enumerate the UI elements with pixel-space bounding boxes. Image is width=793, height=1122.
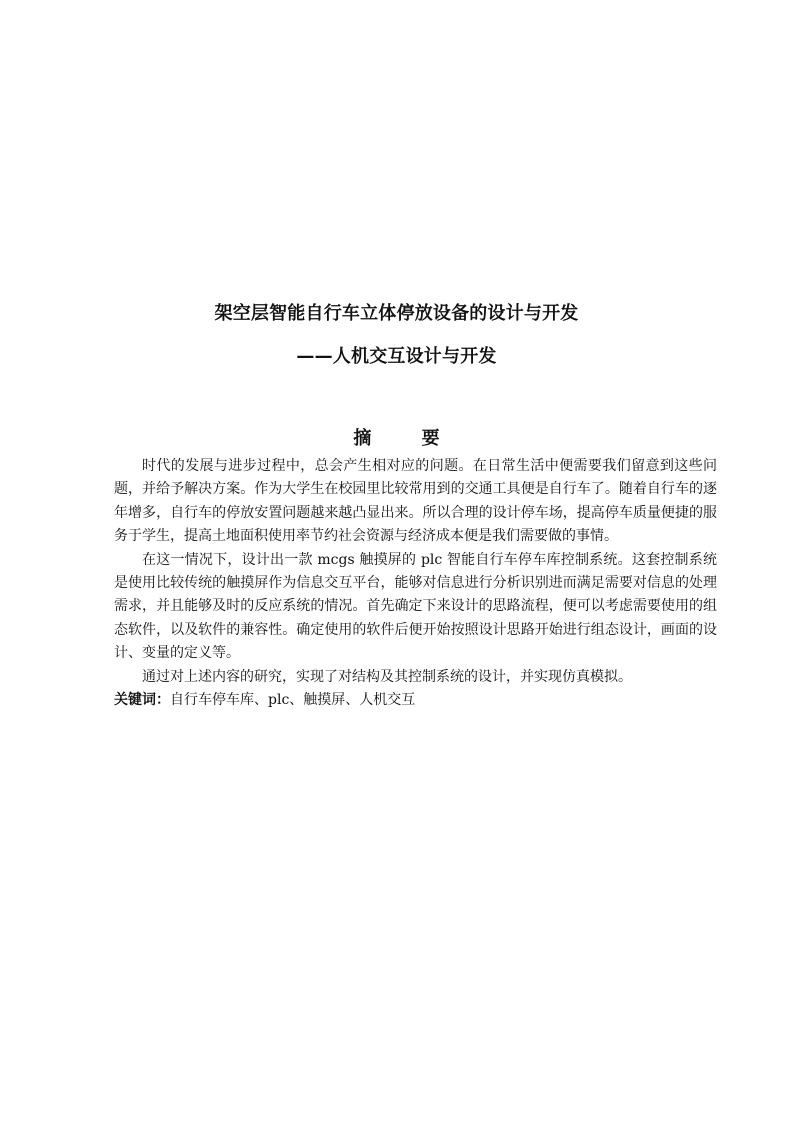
abstract-paragraph-1: 时代的发展与进步过程中，总会产生相对应的问题。在日常生活中便需要我们留意到这些问题，并给予解决方案。作为大学生在校园里比较常用到的交通工具便是自行车了。随着自行车的逐年增多，自行车的停放安置问题越来越凸显出来。所以合理的设计停车场，提高停车质量便捷的服务于学生，提高土地面积使用率节约社会资源与经济成本便是我们需要做的事情。 (114, 458, 717, 545)
keywords-label: 关键词： (114, 692, 170, 709)
document-title: 架空层智能自行车立体停放设备的设计与开发 (214, 303, 579, 324)
abstract-body (114, 455, 717, 712)
document-subtitle: ——人机交互设计与开发 (296, 346, 497, 367)
abstract-paragraph-3: 通过对上述内容的研究，实现了对结构及其控制系统的设计，并实现仿真模拟。 (142, 668, 632, 685)
keywords-line (114, 689, 717, 712)
abstract-heading: 摘 要 (353, 428, 462, 449)
abstract-paragraph-2: 在这一情况下，设计出一款 mcgs 触摸屏的 plc 智能自行车停车库控制系统。这套控制系统是使用比较传统的触摸屏作为信息交互平台，能够对信息进行分析识别进而满足需要对信息的处理需求，并且能够及时的反应系统的情况。首先确定下来设计的思路流程，便可以考虑需要使用的组态软件，以及软件的兼容性。确定使用的软件后便开始按照设计思路开始进行组态设计，画面的设计、变量的定义等。 (114, 551, 717, 662)
keywords-text: 自行车停车库、plc、触摸屏、人机交互 (170, 692, 416, 709)
